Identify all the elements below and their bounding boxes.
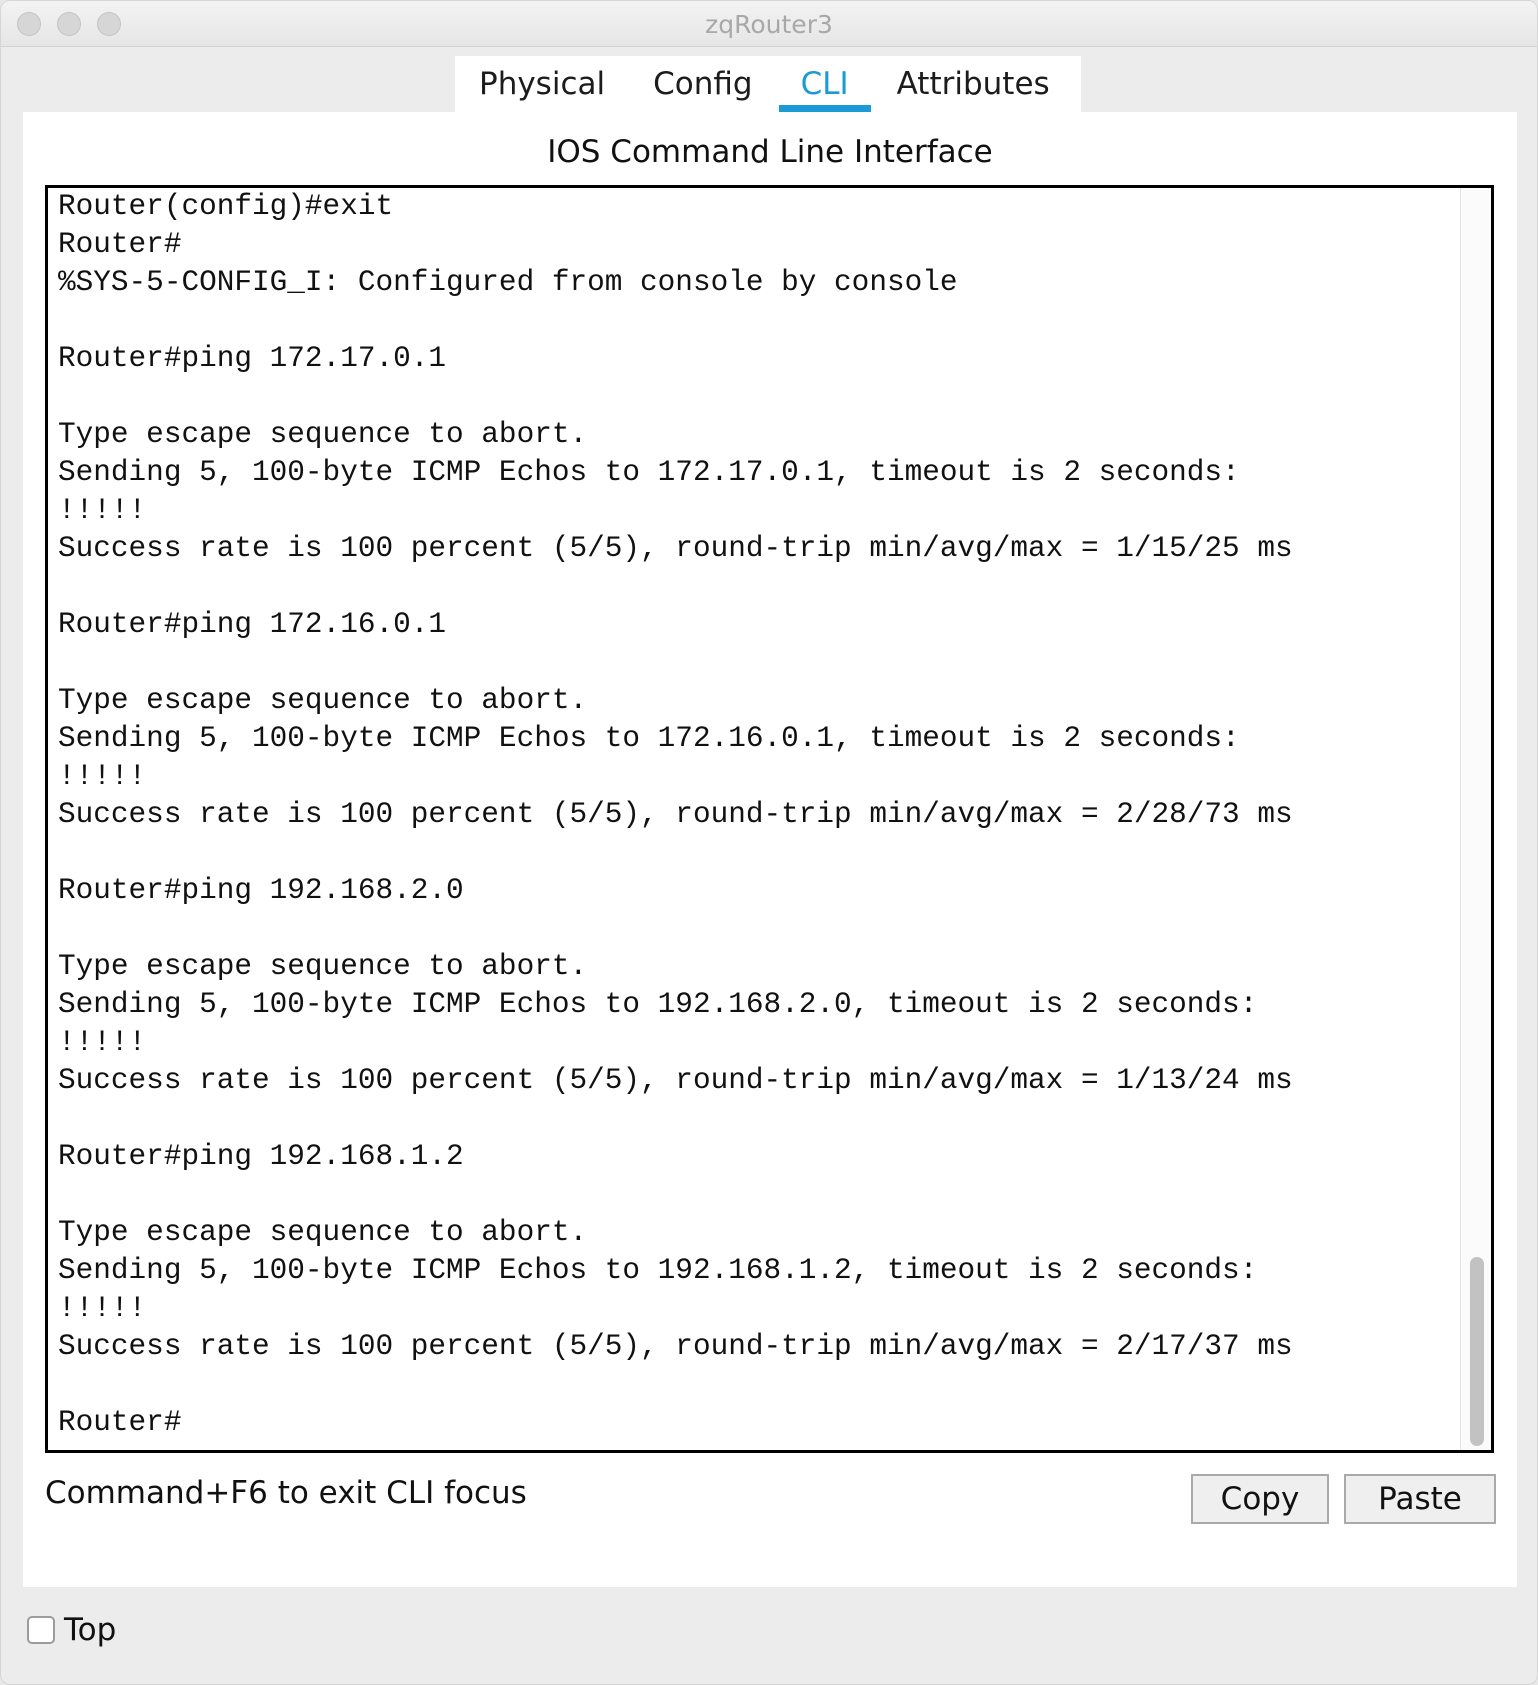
paste-button[interactable]: Paste [1344, 1474, 1496, 1524]
terminal-line: Type escape sequence to abort. [58, 684, 588, 717]
tab-bar [455, 56, 1081, 112]
cli-focus-hint: Command+F6 to exit CLI focus [45, 1475, 527, 1511]
terminal-line [58, 302, 1458, 340]
copy-button[interactable]: Copy [1191, 1474, 1329, 1524]
terminal-line [58, 568, 1458, 606]
terminal-line [58, 1366, 1458, 1404]
tab-cli[interactable]: CLI [777, 56, 873, 112]
title-bar[interactable] [1, 1, 1537, 47]
terminal-line: Sending 5, 100-byte ICMP Echos to 172.17.0.1, timeout is 2 seconds: [58, 456, 1240, 489]
terminal-line: Router# [58, 228, 182, 261]
terminal-line [58, 834, 1458, 872]
terminal-line: Success rate is 100 percent (5/5), round-trip min/avg/max = 2/17/37 ms [58, 1330, 1293, 1363]
terminal-line: Router#ping 172.16.0.1 [58, 608, 447, 641]
window-title: zqRouter3 [705, 10, 833, 39]
terminal-line: Router#ping 192.168.1.2 [58, 1140, 464, 1173]
top-checkbox-control[interactable] [27, 1612, 116, 1648]
terminal-line: Sending 5, 100-byte ICMP Echos to 192.168.1.2, timeout is 2 seconds: [58, 1254, 1258, 1287]
terminal-line: Type escape sequence to abort. [58, 1216, 588, 1249]
terminal-line [58, 644, 1458, 682]
terminal-scrollbar-thumb[interactable] [1470, 1257, 1484, 1446]
terminal-line: Success rate is 100 percent (5/5), round-trip min/avg/max = 1/13/24 ms [58, 1064, 1293, 1097]
panel-heading: IOS Command Line Interface [547, 134, 993, 170]
terminal-line: Router#ping 192.168.2.0 [58, 874, 464, 907]
terminal-line: !!!!! [58, 1026, 147, 1059]
terminal-line: Sending 5, 100-byte ICMP Echos to 192.168.2.0, timeout is 2 seconds: [58, 988, 1258, 1021]
terminal-line [58, 1176, 1458, 1214]
tab-config[interactable]: Config [653, 66, 753, 102]
terminal-line: !!!!! [58, 760, 147, 793]
terminal-line: Router#ping 172.17.0.1 [58, 342, 447, 375]
terminal-line: !!!!! [58, 494, 147, 527]
terminal-line [58, 378, 1458, 416]
terminal-line: Router(config)#exit [58, 190, 394, 223]
terminal-line: %SYS-5-CONFIG_I: Configured from console by console [58, 266, 958, 299]
terminal-output[interactable] [58, 188, 1458, 1442]
terminal-line [58, 910, 1458, 948]
tab-physical[interactable]: Physical [479, 66, 606, 102]
terminal-line: Router# [58, 1406, 182, 1439]
terminal-line: Success rate is 100 percent (5/5), round-trip min/avg/max = 2/28/73 ms [58, 798, 1293, 831]
terminal-line [58, 1100, 1458, 1138]
cli-terminal[interactable] [45, 185, 1494, 1453]
tab-attributes[interactable]: Attributes [896, 66, 1050, 102]
terminal-line: Type escape sequence to abort. [58, 418, 588, 451]
terminal-line: Sending 5, 100-byte ICMP Echos to 172.16.0.1, timeout is 2 seconds: [58, 722, 1240, 755]
top-checkbox-label: Top [64, 1612, 117, 1648]
terminal-line: !!!!! [58, 1292, 147, 1325]
terminal-line: Type escape sequence to abort. [58, 950, 588, 983]
top-checkbox[interactable] [27, 1616, 55, 1644]
cli-panel [23, 112, 1517, 1587]
terminal-scrollbar[interactable] [1460, 188, 1491, 1450]
terminal-line: Success rate is 100 percent (5/5), round-trip min/avg/max = 1/15/25 ms [58, 532, 1293, 565]
